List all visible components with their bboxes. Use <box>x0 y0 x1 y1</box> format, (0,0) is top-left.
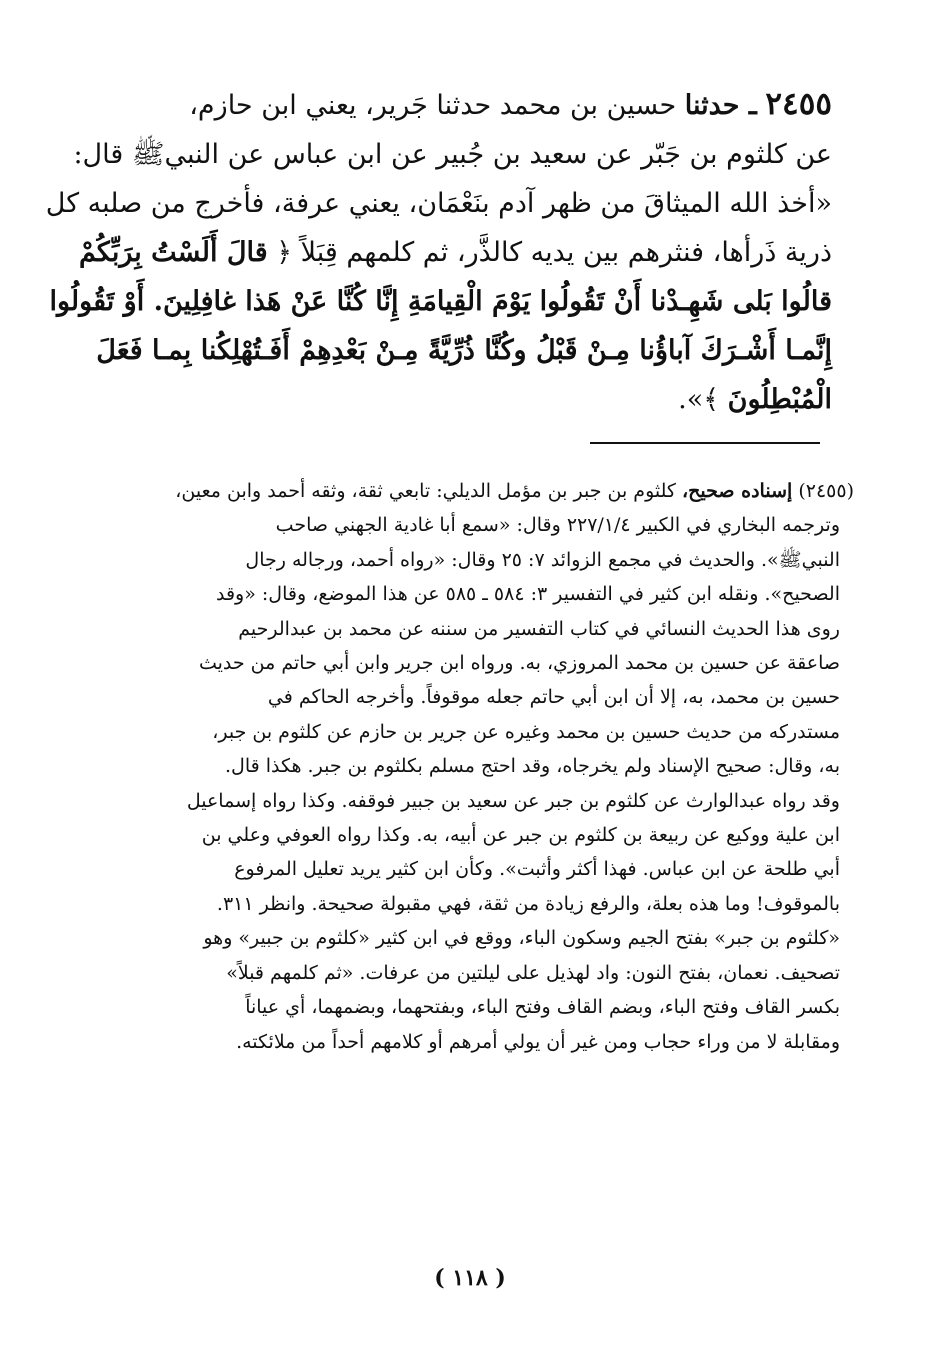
page-number: ( ١١٨ ) <box>434 1265 506 1291</box>
footnote-divider <box>590 442 820 444</box>
footnote-line: وقد رواه عبدالوارث عن كلثوم بن جبر عن سعيد بن جبير فوقفه. وكذا رواه إسماعيل <box>186 789 840 812</box>
hadith-line-1-text: حسين بن محمد حدثنا جَرير، يعني ابن حازم، <box>189 90 677 121</box>
footnote-line: الصحيح». ونقله ابن كثير في التفسير ٣: ٥٨٤ ـ ٥٨٥ عن هذا الموضع، وقال: «وقد <box>216 583 840 606</box>
quran-verse-line-5: قالُوا بَلى شَهِـدْنا أَنْ تَقُولُوا يَوْمَ الْقِيامَةِ إِنَّا كُنَّا عَنْ هَذا غافِلِينَ. أَوْ تَقُولُوا <box>49 286 832 317</box>
hadith-text <box>45 80 832 424</box>
footnote-block <box>100 474 854 1059</box>
hadith-line-2: عن كلثوم بن جَبّر عن سعيد بن جُبير عن ابن عباس عن النبيﷺ قال: <box>73 139 832 170</box>
hadith-line-7 <box>112 375 832 424</box>
footnote-line: به، وقال: صحيح الإسناد ولم يخرجاه، وقد احتج مسلم بكلثوم بن جبر. هكذا قال. <box>225 755 840 778</box>
hadith-line-1 <box>112 80 832 130</box>
footnote-line: حسين بن محمد، به، إلا أن ابن أبي حاتم جعله موقوفاً. وأخرجه الحاكم في <box>267 686 840 709</box>
hadith-line-4 <box>78 228 832 277</box>
footnote-line: ابن علية ووكيع عن ربيعة بن كلثوم بن جبر عن أبيه، به. وكذا رواه العوفي وعلي بن <box>201 824 840 847</box>
footnote-line: تصحيف. نعمان، بفتح النون: واد لهذيل على ليلتين من عرفات. «ثم كلمهم قبلاً» <box>226 961 840 984</box>
hadith-line-4-text: ذرية ذَرأها، فنثرهم بين يديه كالذَّر، ثم كلمهم قِبَلاً ﴿ <box>276 237 832 268</box>
footnote-verdict: إسناده صحيح، <box>682 480 793 502</box>
footnote-line: ومقابلة لا من وراء حجاب ومن غير أن يولي أمرهم أو كلامهم أحداً من ملائكته. <box>236 1030 840 1053</box>
footnote-line: صاعقة عن حسين بن محمد المروزي، به. ورواه ابن جرير وابن أبي حاتم من حديث <box>198 652 840 675</box>
footnote-line: مستدركه من حديث حسين بن محمد وغيره عن جرير بن حازم عن كلثوم بن جبر، <box>212 720 840 743</box>
footnote-line: بكسر القاف وفتح الباء، وبضم القاف وفتح الباء، وبفتحهما، وبضمهما، أي عياناً <box>245 996 840 1019</box>
footnote-line: وترجمه البخاري في الكبير ٢٢٧/١/٤ وقال: «سمع أبا غادية الجهني صاحب <box>275 514 840 537</box>
hadith-number: ٢٤٥٥ <box>765 86 832 122</box>
quran-verse-line-6: إِنَّمـا أَشْـرَكَ آباؤُنا مِـنْ قَبْلُ وكُنَّا ذُرِّيَّةً مِـنْ بَعْدِهِمْ أَفَـتُهْلِكُنا بِمـا فَعَلَ <box>96 335 832 366</box>
footnote-number: (٢٤٥٥) <box>798 480 854 502</box>
footnote-line: «كلثوم بن جبر» بفتح الجيم وسكون الباء، ووقع في ابن كثير «كلثوم بن جبير» وهو <box>203 927 840 950</box>
footnote-line: بالموقوف! وما هذه بعلة، والرفع زيادة من ثقة، فهي مقبولة صحيحة. وانظر ٣١١. <box>216 892 840 915</box>
footnote-line: روى هذا الحديث النسائي في كتاب التفسير من سننه عن محمد بن عبدالرحيم <box>238 617 840 640</box>
footnote-line: أبي طلحة عن ابن عباس. فهذا أكثر وأثبت». وكأن ابن كثير يريد تعليل المرفوع <box>234 858 840 881</box>
quran-verse-end: الْمُبْطِلُونَ <box>727 384 832 415</box>
footnote-line: النبيﷺ». والحديث في مجمع الزوائد ٧: ٢٥ وقال: «رواه أحمد، ورجاله رجال <box>245 548 840 571</box>
hadith-line-7-end: ﴾». <box>678 384 720 415</box>
hadith-lead: ـ حدثنا <box>684 90 757 121</box>
footnote-line-1 <box>100 474 854 508</box>
quran-verse-start: قالَ أَلَسْتُ بِرَبِّكُمْ <box>78 237 268 268</box>
footnote-line-1-text: كلثوم بن جبر بن مؤمل الديلي: تابعي ثقة، وثقه أحمد وابن معين، <box>175 480 676 502</box>
hadith-line-3: «أخذ الله الميثاقَ من ظهر آدم بنَعْمَان، يعني عرفة، فأخرج من صلبه كل <box>45 188 832 219</box>
